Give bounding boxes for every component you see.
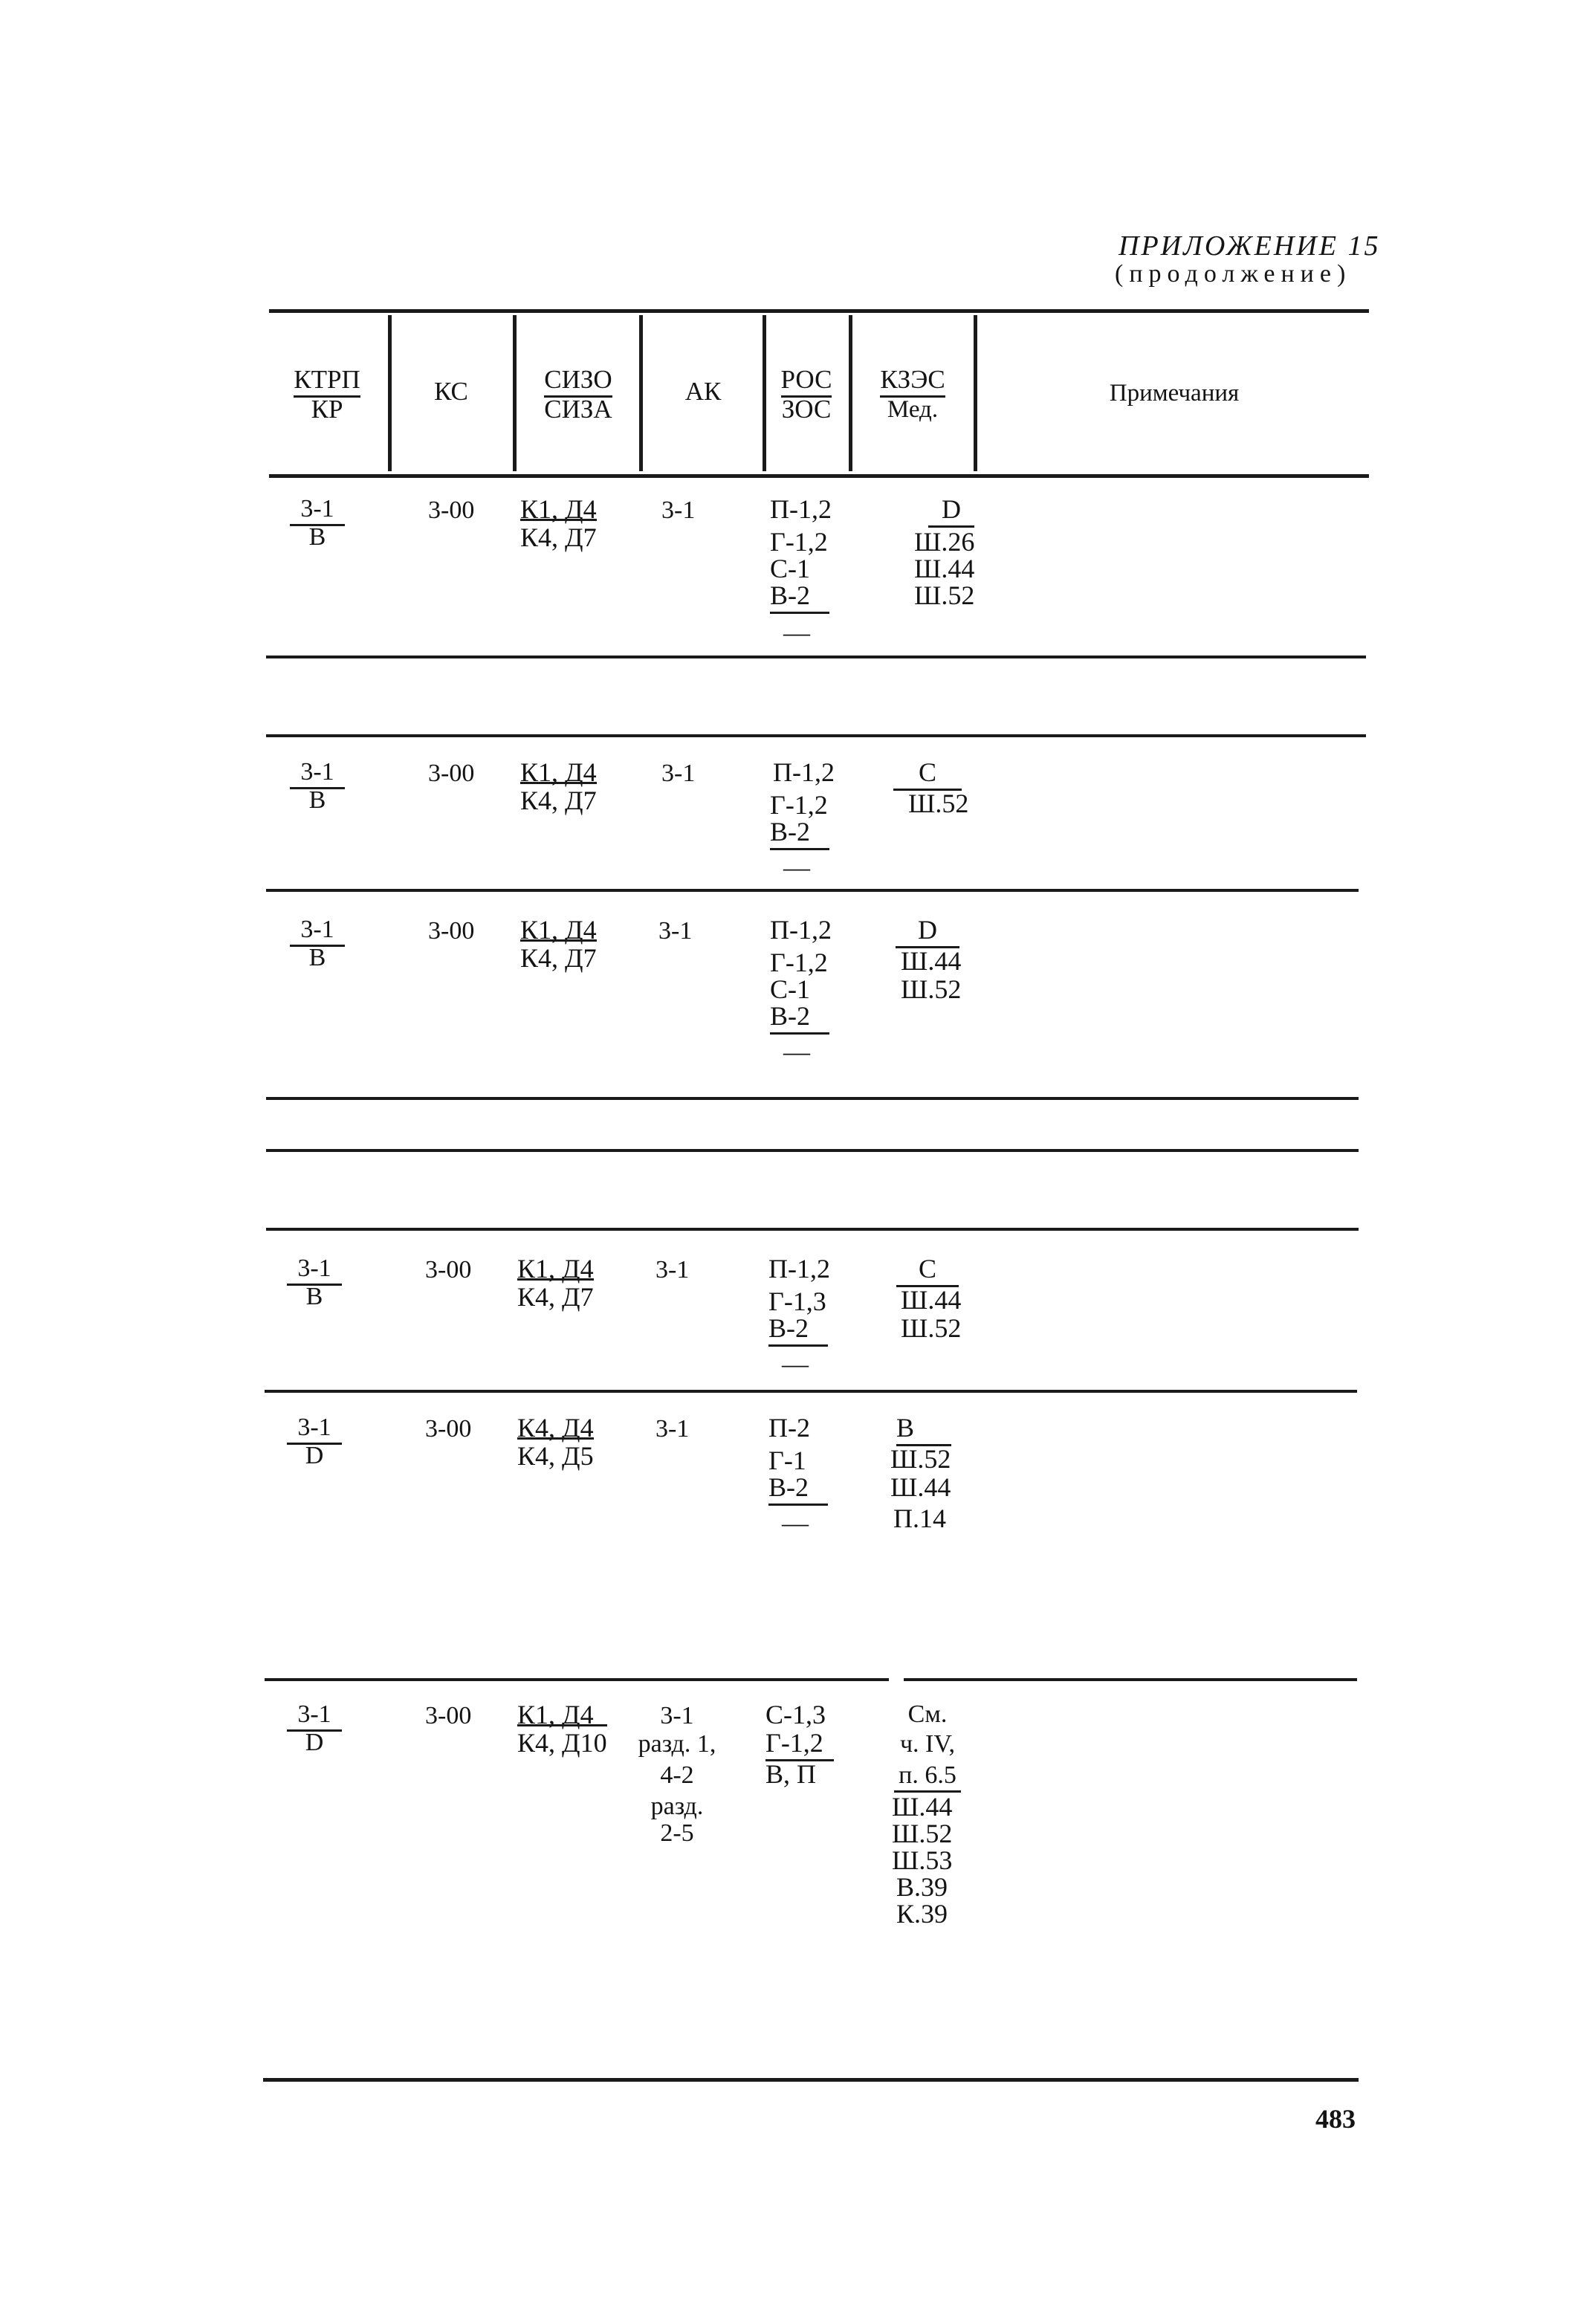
table-top-rule <box>269 309 1369 313</box>
row-ak: 3-1 <box>658 917 693 945</box>
row-kr: D <box>305 1442 324 1469</box>
header-kzes: КЗЭС <box>853 366 972 394</box>
table-row <box>269 1250 1369 1384</box>
row-med-1: Ш.52 <box>908 789 969 818</box>
row-sizo: К1, Д4 <box>517 1700 594 1729</box>
row-ros-1: П-1,2 <box>770 494 832 524</box>
col-divider-1 <box>388 315 392 471</box>
row-separator <box>904 1678 1357 1681</box>
table-row <box>269 754 1369 887</box>
row-ktrp: 3-1 <box>273 1414 355 1442</box>
row-sizo: К1, Д4 <box>520 757 597 787</box>
row-separator <box>266 1228 1359 1231</box>
row-ros-2: Г-1,2 <box>765 1729 834 1757</box>
row-siza: К4, Д7 <box>520 523 597 551</box>
row-ros-2: Г-1,2 <box>770 527 828 557</box>
row-ktrp-kr <box>273 1414 355 1470</box>
row-kr: D <box>305 1729 324 1756</box>
row-ros-1: П-1,2 <box>770 915 832 945</box>
row-kzes: D <box>868 916 987 944</box>
row-ros-1: С-1,3 <box>765 1700 826 1729</box>
row-ros-2: Г-1,2 <box>770 948 828 977</box>
header-bottom-rule <box>269 474 1369 478</box>
row-siza: К4, Д10 <box>517 1729 607 1757</box>
row-med-3: П.14 <box>893 1504 946 1533</box>
header-sizo-siza <box>519 366 638 424</box>
row-ak-4: разд. <box>650 1793 704 1820</box>
row-ros-1: П-1,2 <box>768 1254 830 1284</box>
header-notes: Примечания <box>1109 380 1240 407</box>
row-med-4: В.39 <box>896 1872 948 1902</box>
row-ros-3: В-2 <box>768 1473 828 1501</box>
row-ros-2: Г-1 <box>768 1446 806 1475</box>
col-divider-2 <box>513 315 517 471</box>
row-ros-4: В-2 <box>770 581 829 609</box>
row-ros-2: Г-1,2 <box>770 790 828 820</box>
row-zos: — <box>782 1349 809 1379</box>
row-kzes-1: См. <box>907 1700 948 1728</box>
row-ros-2: Г-1,3 <box>768 1286 826 1316</box>
row-ros-3: С-1 <box>770 554 810 583</box>
row-ros-4: В-2 <box>770 1002 829 1030</box>
row-kr: В <box>308 786 326 814</box>
row-siza: К4, Д7 <box>520 944 597 972</box>
row-med-2: Ш.52 <box>901 974 962 1004</box>
row-med-2: Ш.52 <box>901 1313 962 1343</box>
row-kr: В <box>308 944 326 971</box>
row-ktrp: 3-1 <box>276 758 358 786</box>
row-kzes: С <box>868 1255 987 1283</box>
col-divider-5 <box>849 315 852 471</box>
header-zos: ЗОС <box>781 395 832 424</box>
header-ktrp: КТРП <box>268 366 386 394</box>
row-separator <box>266 1149 1359 1152</box>
header-ros-zos <box>765 366 847 424</box>
row-med-5: К.39 <box>896 1899 948 1929</box>
row-ktrp-kr <box>273 1700 355 1757</box>
row-ros-3: С-1 <box>770 974 810 1004</box>
table-bottom-rule <box>263 2078 1359 2082</box>
row-ks: 3-00 <box>428 496 475 524</box>
col-divider-6 <box>974 315 977 471</box>
row-ktrp-kr <box>276 495 358 551</box>
row-ktrp-kr <box>276 758 358 815</box>
row-kr: В <box>305 1283 323 1310</box>
row-med-2: Ш.44 <box>890 1472 951 1502</box>
row-med-1: Ш.26 <box>914 527 975 557</box>
header-ktrp-kr <box>268 366 386 424</box>
header-ks: КС <box>434 377 468 406</box>
appendix-title: ПРИЛОЖЕНИЕ 15 <box>1119 230 1381 262</box>
row-zos: — <box>782 1508 809 1538</box>
header-ros: РОС <box>765 366 847 394</box>
row-ktrp: 3-1 <box>276 495 358 523</box>
row-ktrp-kr <box>273 1255 355 1311</box>
row-zos: — <box>783 618 810 647</box>
row-siza: К4, Д7 <box>520 786 597 815</box>
row-ak-3: 4-2 <box>660 1761 694 1789</box>
row-med-3: Ш.52 <box>914 580 975 610</box>
header-kzes-med <box>853 366 972 424</box>
row-ak: 3-1 <box>655 1415 690 1443</box>
header-ak: АК <box>684 377 722 406</box>
row-zos: — <box>783 852 810 882</box>
row-kzes: С <box>868 758 987 786</box>
table-row <box>269 1696 1369 1949</box>
row-ros-3: В-2 <box>768 1314 828 1342</box>
appendix-subtitle: (продолжение) <box>1115 260 1352 288</box>
row-kr: В <box>308 523 326 551</box>
row-ktrp: 3-1 <box>276 916 358 944</box>
table-row <box>269 911 1369 1075</box>
row-separator <box>266 656 1366 658</box>
row-zos: В, П <box>765 1759 817 1789</box>
row-ks: 3-00 <box>425 1415 472 1443</box>
row-ktrp-kr <box>276 916 358 972</box>
row-sizo: К4, Д4 <box>517 1413 594 1443</box>
row-ros-3: В-2 <box>770 818 829 846</box>
header-med: Мед. <box>887 396 939 423</box>
row-sizo: К1, Д4 <box>520 915 597 945</box>
row-siza: К4, Д5 <box>517 1442 594 1470</box>
row-med-1: Ш.44 <box>901 946 962 976</box>
header-siza: СИЗА <box>544 395 612 424</box>
row-med-2: Ш.44 <box>914 554 975 583</box>
row-ros-1: П-2 <box>768 1413 810 1443</box>
table-row <box>269 1409 1369 1558</box>
row-sizo: К1, Д4 <box>517 1254 594 1284</box>
row-med-1: Ш.52 <box>890 1444 951 1474</box>
row-kzes: D <box>892 495 1011 523</box>
row-ktrp: 3-1 <box>273 1255 355 1283</box>
row-ks: 3-00 <box>425 1256 472 1284</box>
row-ak: 3-1 <box>661 496 696 524</box>
row-siza: К4, Д7 <box>517 1283 594 1311</box>
row-ks: 3-00 <box>425 1702 472 1729</box>
page-number: 483 <box>1315 2104 1356 2134</box>
row-ak: 3-1 <box>655 1256 690 1284</box>
row-med-1: Ш.44 <box>901 1285 962 1315</box>
row-med-3: Ш.53 <box>892 1845 953 1875</box>
row-ak-1: 3-1 <box>660 1702 694 1729</box>
row-separator <box>266 734 1366 737</box>
header-kr: КР <box>311 395 343 424</box>
row-kzes: В <box>896 1414 951 1442</box>
row-separator <box>265 1678 889 1681</box>
row-ak-5: 2-5 <box>660 1819 694 1847</box>
row-ak-2: разд. 1, <box>638 1730 716 1758</box>
row-ros-1: П-1,2 <box>773 757 835 787</box>
table-row <box>269 491 1369 654</box>
row-separator <box>266 1097 1359 1100</box>
row-kzes-3: п. 6.5 <box>868 1761 987 1790</box>
col-divider-3 <box>639 315 643 471</box>
row-separator <box>266 889 1359 892</box>
row-zos: — <box>783 1037 810 1066</box>
row-ks: 3-00 <box>428 917 475 945</box>
row-separator <box>265 1390 1357 1393</box>
row-ktrp: 3-1 <box>273 1700 355 1729</box>
row-sizo: К1, Д4 <box>520 494 597 524</box>
row-ks: 3-00 <box>428 760 475 787</box>
row-kzes-2: ч. IV, <box>899 1730 956 1758</box>
header-sizo: СИЗО <box>519 366 638 394</box>
row-med-1: Ш.44 <box>892 1792 953 1822</box>
row-med-2: Ш.52 <box>892 1819 953 1848</box>
row-ak: 3-1 <box>661 760 696 787</box>
